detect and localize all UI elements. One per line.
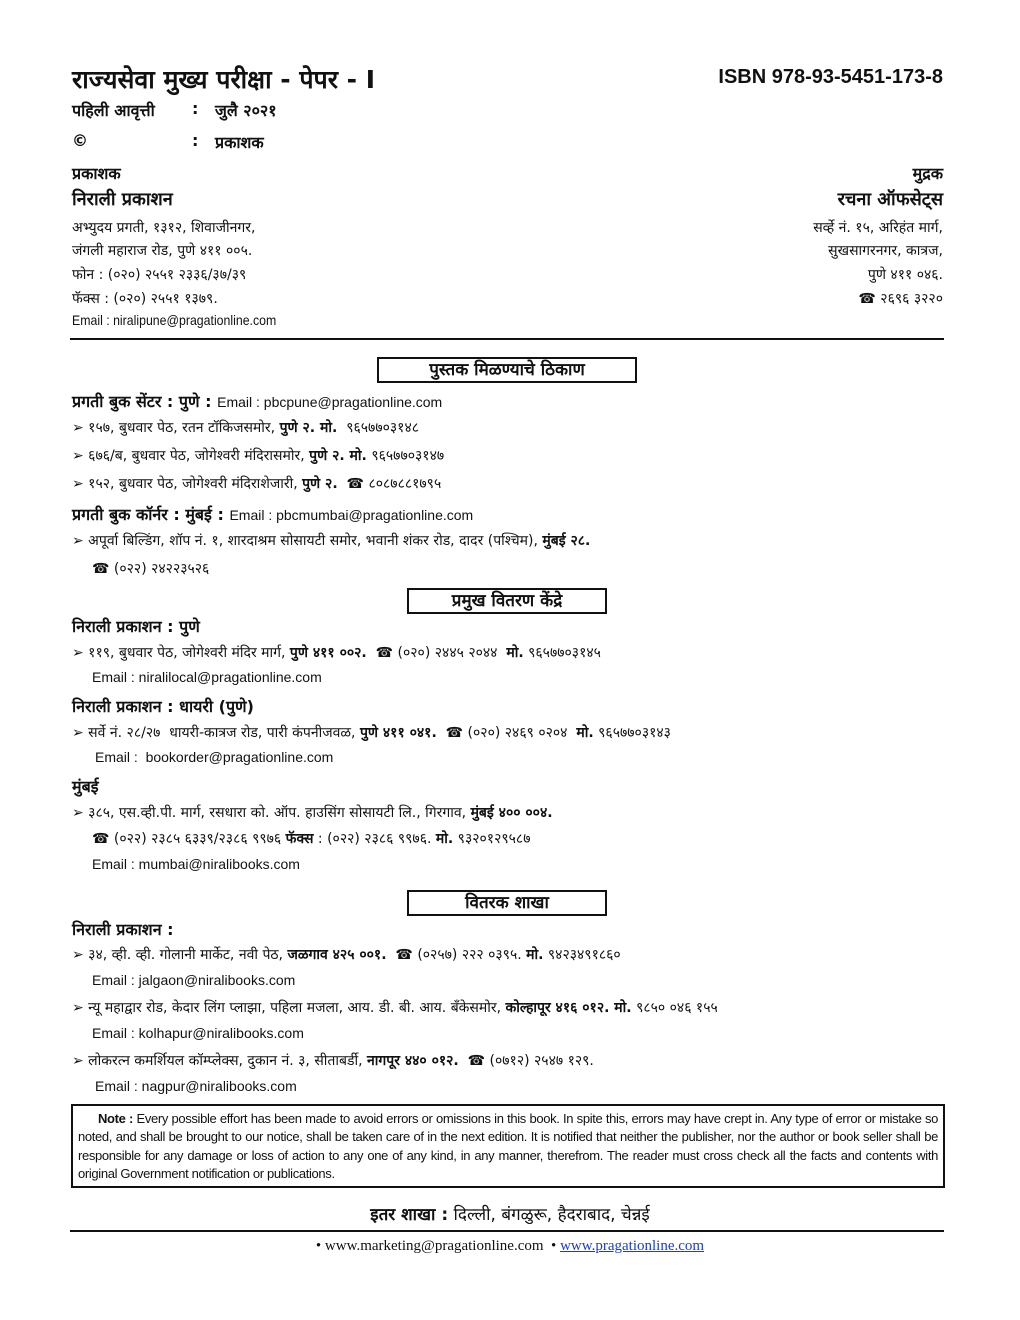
section-subheading [72,918,174,940]
printer-name: रचना ऑफसेट्स [837,189,943,210]
line-text: पुणे २. [302,476,338,492]
section-subheading [72,695,254,717]
line-text: प्रगती बुक सेंटर : पुणे : [72,392,218,411]
address-line [72,474,441,493]
copyright-value: प्रकाशक [215,133,264,152]
line-text: ➢ ६७६/ब, बुधवार पेठ, जोगेश्वरी मंदिरासमोर, [72,448,310,464]
email-text: Email : bookorder@pragationline.com [95,749,334,765]
address-line [72,531,590,550]
address-line [72,803,553,822]
publisher-email: Email : niralipune@pragationline.com [72,312,277,328]
distribution-heading: प्रमुख वितरण केंद्रे [407,588,607,614]
line-text: ९६५७७०३१४५ [523,645,601,661]
line-text: पुणे ४११ ००२. [289,645,367,661]
section-subheading [72,390,442,412]
email-text: Email : nagpur@niralibooks.com [95,1078,297,1094]
line-text: ➢ न्यू महाद्वार रोड, केदार लिंग प्लाझा, पहिला मजला, आय. डी. बी. आय. बॅंकेसमोर, [72,1000,506,1016]
edition-value: जुलै २०२१ [215,101,277,120]
printer-address-line: सर्व्हे नं. १५, अरिहंत मार्ग, [813,220,943,236]
line-text: ९६५७७०३१४८ [337,420,420,436]
line-text: ☎ ८०८७८८१७९५ [337,476,442,492]
copyright-sep: : [192,131,199,150]
divider [70,1230,944,1232]
books-heading: पुस्तक मिळण्याचे ठिकाण [377,357,637,383]
line-text: निराली प्रकाशन : धायरी (पुणे) [72,697,254,716]
address-line [72,998,718,1017]
other-branches [0,1202,1020,1225]
email-text: Email : pbcpune@pragationline.com [217,394,443,410]
printer-address-line: पुणे ४११ ०४६. [867,267,943,283]
address-line [92,829,530,848]
line-text: ९६५७७०३१४७ [366,448,445,464]
email-text: Email : kolhapur@niralibooks.com [92,1025,304,1041]
address-line [92,559,209,578]
line-text: प्रगती बुक कॉर्नर : मुंबई : [72,505,230,524]
section-subheading [72,775,99,797]
address-line [72,1051,594,1070]
line-text: मो. [506,645,524,661]
line-text: पुणे ४११ ०४१. [359,725,437,741]
website-link[interactable]: www.pragationline.com [560,1238,705,1254]
copyright-symbol: © [72,131,88,150]
footer: • www.marketing@pragationline.com • www.pragationline.com [315,1238,705,1254]
printer-label: मुद्रक [912,164,943,183]
address-line [95,749,333,766]
printer-address-line: सुखसागरनगर, कात्रज, [828,243,943,259]
line-text: ☎ (०२२) २४२२३५२६ [92,561,210,577]
address-line [72,723,671,742]
email-text: Email : jalgaon@niralibooks.com [92,972,296,988]
line-text: मो. [526,947,544,963]
line-text: ➢ लोकरत्न कमर्शियल कॉम्प्लेक्स, दुकान नं. ३, सीताबर्डी, [72,1053,368,1069]
line-text: ☎ (०२२) २३८५ ६३३९/२३८६ ९९७६ [92,831,286,847]
publisher-address-line: अभ्युदय प्रगती, १३१२, शिवाजीनगर, [72,220,256,236]
line-text: मुंबई ४०० ००४. [470,805,553,821]
publisher-name: निराली प्रकाशन [72,189,173,210]
note-box [71,1104,945,1188]
line-text: मो. [435,831,454,847]
line-text: नागपूर ४४० ०१२. [367,1053,459,1069]
line-text: जळगाव ४२५ ००१. [287,947,387,963]
other-branches-label: इतर शाखा : [370,1205,449,1225]
line-text: ९३२०१२९५८७ [453,831,531,847]
line-text: मो. [576,725,594,741]
line-text: ➢ ३४, व्ही. व्ही. गोलानी मार्केट, नवी पेठ, [72,947,288,963]
line-text: ९८५० ०४६ १५५ [631,1000,718,1016]
line-text: निराली प्रकाशन : [72,920,174,939]
line-text: ☎ (०७१२) २५४७ १२९. [458,1053,594,1069]
line-text: ➢ १५२, बुधवार पेठ, जोगेश्वरी मंदिराशेजारी, [72,476,303,492]
note-text: Every possible effort has been made to avoid errors or omissions in this book. In spite this, errors may have crept in. Any type of error or mistake so noted, and shall be brought to our notice, shall be taken care of in the next edition. It is notified that neither the publisher, nor the author or book seller shall be responsible for any damage or loss of action to any one of any kind, in any manner, therefrom. The reader must cross check all the facts and contents with original Government notification or publications. [78,1111,938,1181]
line-text: ➢ अपूर्वा बिल्डिंग, शॉप नं. १, शारदाश्रम सोसायटी समोर, भवानी शंकर रोड, दादर (पश्चिम), [72,533,543,549]
address-line [72,643,601,662]
address-line [92,1025,304,1042]
publisher-address-line: जंगली महाराज रोड, पुणे ४११ ००५. [72,243,253,259]
line-text: ☎ (०२५७) २२२ ०३९५. [386,947,527,963]
line-text: पुणे २. मो. [279,420,338,436]
address-line [72,945,621,964]
line-text: निराली प्रकाशन : पुणे [72,617,200,636]
line-text: ☎ (०२०) २४४५ २०४४ [366,645,507,661]
marketing-email: • www.marketing@pragationline.com [315,1238,544,1254]
publisher-fax: फॅक्स : (०२०) २५५१ १३७९. [72,291,218,307]
line-text: ९४२३४९१८६० [543,947,621,963]
note-label: Note : [98,1111,133,1126]
divider [70,338,944,340]
book-title: राज्यसेवा मुख्य परीक्षा - पेपर - I [72,65,376,94]
address-line [72,446,444,465]
line-text: फॅक्स [285,831,314,847]
edition-label: पहिली आवृत्ती [72,101,155,120]
branch-heading: वितरक शाखा [407,890,607,916]
isbn: ISBN 978-93-5451-173-8 [718,66,943,88]
line-text: : (०२२) २३८६ ९९७६. [313,831,436,847]
email-text: Email : pbcmumbai@pragationline.com [229,507,474,523]
line-text: ९६५७७०३१४३ [593,725,671,741]
line-text: कोल्हापूर ४१६ ०१२. मो. [505,1000,632,1016]
email-text: Email : mumbai@niralibooks.com [92,856,300,872]
other-branches-cities: दिल्ली, बंगळुरू, हैदराबाद, चेन्नई [453,1205,650,1225]
line-text: ➢ ३८५, एस.व्ही.पी. मार्ग, रसधारा को. ऑप. हाउसिंग सोसायटी लि., गिरगाव, [72,805,471,821]
line-text: मुंबई २८. [542,533,591,549]
address-line [92,972,295,989]
line-text: ➢ ११९, बुधवार पेठ, जोगेश्वरी मंदिर मार्ग, [72,645,290,661]
email-text: Email : niralilocal@pragationline.com [92,669,322,685]
line-text: ☎ (०२०) २४६९ ०२०४ [436,725,577,741]
line-text: ➢ सर्वे नं. २८/२७ धायरी-कात्रज रोड, पारी कंपनीजवळ, [72,725,360,741]
address-line [92,856,300,873]
edition-sep: : [192,99,199,118]
section-subheading [72,615,200,637]
printer-phone: ☎ २६९६ ३२२० [858,291,943,307]
line-text: मुंबई [72,777,99,796]
publisher-label: प्रकाशक [72,164,121,183]
publisher-phone: फोन : (०२०) २५५१ २३३६/३७/३९ [72,267,247,283]
address-line [95,1078,297,1095]
address-line [92,669,322,686]
line-text: ➢ १५७, बुधवार पेठ, रतन टॉकिजसमोर, [72,420,280,436]
address-line [72,418,419,437]
line-text: पुणे २. मो. [309,448,367,464]
section-subheading [72,503,473,525]
